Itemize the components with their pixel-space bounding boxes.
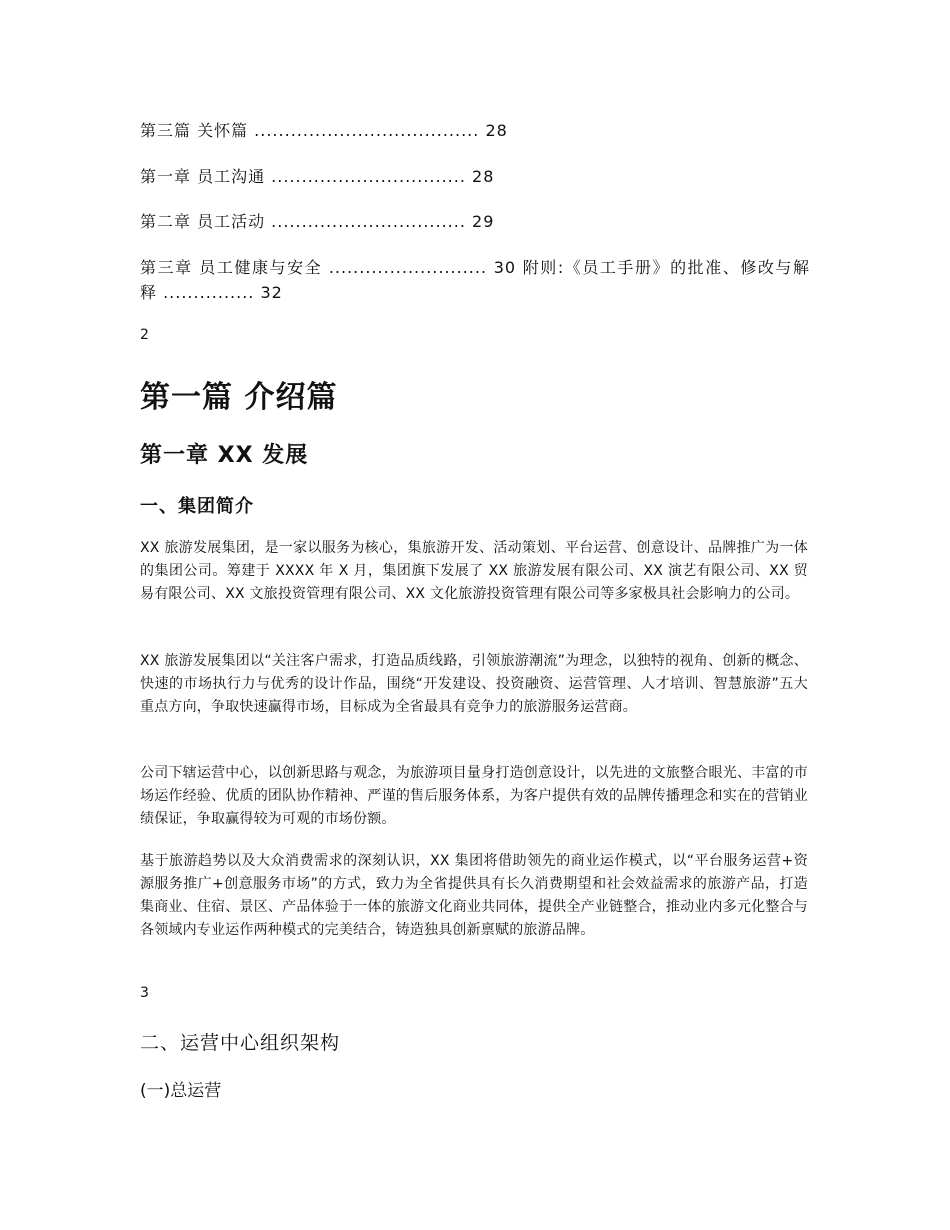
- subsection-title-general-operations: (一)总运营: [140, 1081, 222, 1101]
- toc-entry-part3: 第三篇 关怀篇 ..................................... 28: [140, 121, 508, 140]
- section-title-org-structure: 二、运营中心组织架构: [140, 1032, 341, 1054]
- toc-entry-chapter1: 第一章 员工沟通 ................................ 28: [140, 167, 495, 186]
- page-number: 2: [140, 327, 149, 343]
- page-number: 3: [140, 985, 149, 1001]
- part-title: 第一篇 介绍篇: [140, 380, 338, 415]
- toc-entry-chapter3-appendix: 第三章 员工健康与安全 .......................... 30 附则:《员工手册》的批准、修改与解释 ............... 32: [140, 258, 810, 302]
- paragraph-4: 基于旅游趋势以及大众消费需求的深刻认识，XX 集团将借助领先的商业运作模式，以“平台服务运营+资源服务推广+创意服务市场”的方式，致力为全省提供具有长久消费期望和社会效益需求的旅游产品，打造集商业、住宿、景区、产品体验于一体的旅游文化商业共同体，提供全产业链整合，推动业内多元化整合与各领域内专业运作两种模式的完美结合，铸造独具创新禀赋的旅游品牌。: [140, 853, 808, 938]
- paragraph-2: XX 旅游发展集团以“关注客户需求，打造品质线路，引领旅游潮流”为理念，以独特的视角、创新的概念、快速的市场执行力与优秀的设计作品，围绕“开发建设、投资融资、运营管理、人才培训、智慧旅游”五大重点方向，争取快速赢得市场，目标成为全省最具有竞争力的旅游服务运营商。: [140, 653, 808, 715]
- toc-entry-chapter2: 第二章 员工活动 ................................ 29: [140, 212, 495, 231]
- paragraph-3: 公司下辖运营中心，以创新思路与观念，为旅游项目量身打造创意设计，以先进的文旅整合眼光、丰富的市场运作经验、优质的团队协作精神、严谨的售后服务体系，为客户提供有效的品牌传播理念和实在的营销业绩保证，争取赢得较为可观的市场份额。: [140, 765, 808, 827]
- paragraph-1: XX 旅游发展集团，是一家以服务为核心，集旅游开发、活动策划、平台运营、创意设计、品牌推广为一体的集团公司。筹建于 XXXX 年 X 月，集团旗下发展了 XX 旅游发展有限公司、XX 演艺有限公司、XX 贸易有限公司、XX 文旅投资管理有限公司、XX 文化旅游投资管理有限公司等多家极具社会影响力的公司。: [140, 540, 808, 602]
- chapter-title: 第一章 XX 发展: [140, 443, 309, 468]
- section-title-group-intro: 一、集团简介: [140, 496, 254, 517]
